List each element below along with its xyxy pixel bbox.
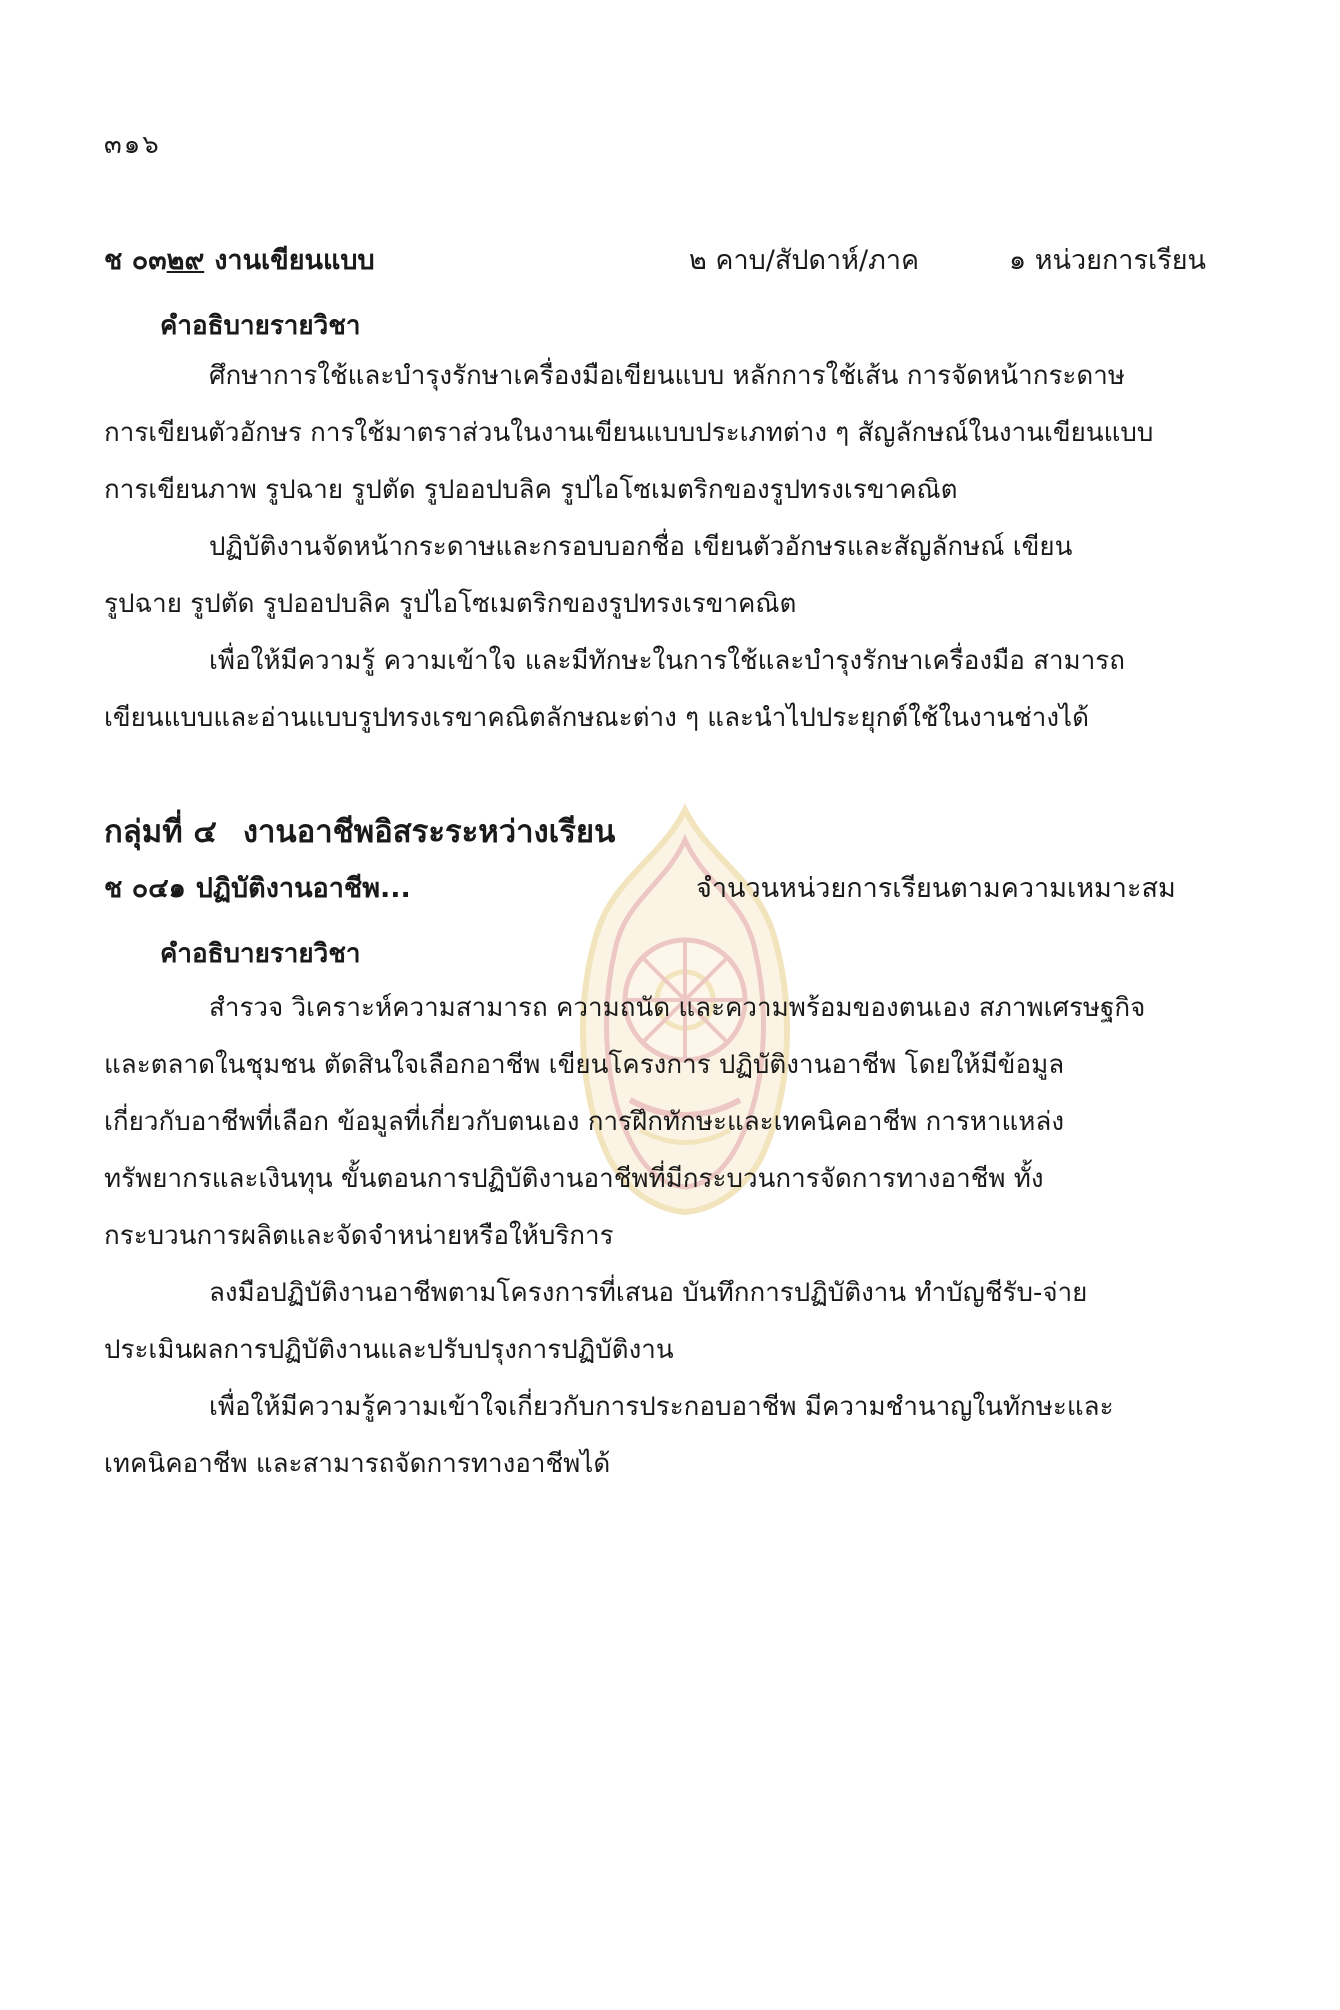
course1-paragraph-2 [104, 519, 1232, 633]
paragraph-line: กระบวนการผลิตและจัดจำหน่ายหรือให้บริการ [104, 1221, 614, 1251]
paragraph-line: และตลาดในชุมชน ตัดสินใจเลือกอาชีพ เขียนโครงการ ปฏิบัติงานอาชีพ โดยให้มีข้อมูล [104, 1050, 1065, 1080]
course1-paragraph-1 [104, 348, 1232, 519]
course-title-2: ปฏิบัติงานอาชีพ... [195, 873, 411, 904]
course-code-prefix: ช ๐๓ [104, 245, 167, 276]
paragraph-line: รูปฉาย รูปตัด รูปออปบลิค รูปไอโซเมตริกของรูปทรงเรขาคณิต [104, 589, 797, 619]
course-credits-1: ๑ หน่วยการเรียน [1009, 245, 1206, 276]
paragraph-line: เทคนิคอาชีพ และสามารถจัดการทางอาชีพได้ [104, 1449, 611, 1479]
paragraph-line: การเขียนภาพ รูปฉาย รูปตัด รูปออปบลิค รูปไอโซเมตริกของรูปทรงเรขาคณิต [104, 475, 958, 505]
group-title: งานอาชีพอิสระระหว่างเรียน [242, 814, 616, 850]
course2-paragraph-2 [104, 1265, 1232, 1379]
course-code-underlined: ๒๙ [166, 245, 205, 276]
group-label: กลุ่มที่ ๔ [104, 814, 217, 850]
paragraph-line: ศึกษาการใช้และบำรุงรักษาเครื่องมือเขียนแบบ หลักการใช้เส้น การจัดหน้ากระดาษ [209, 361, 1125, 391]
course-units-2: จำนวนหน่วยการเรียนตามความเหมาะสม [696, 873, 1176, 904]
page-number: ๓๑๖ [104, 130, 161, 160]
course-code-text: ช ๐๔๑ [104, 873, 186, 904]
paragraph-line: ทรัพยากรและเงินทุน ขั้นตอนการปฏิบัติงานอาชีพที่มีกระบวนการจัดการทางอาชีพ ทั้ง [104, 1164, 1044, 1194]
paragraph-line: เกี่ยวกับอาชีพที่เลือก ข้อมูลที่เกี่ยวกับตนเอง การฝึกทักษะและเทคนิคอาชีพ การหาแหล่ง [104, 1107, 1065, 1137]
paragraph-line: การเขียนตัวอักษร การใช้มาตราส่วนในงานเขียนแบบประเภทต่าง ๆ สัญลักษณ์ในงานเขียนแบบ [104, 418, 1154, 448]
group-heading [104, 806, 615, 856]
paragraph-line: เพื่อให้มีความรู้ความเข้าใจเกี่ยวกับการประกอบอาชีพ มีความชำนาญในทักษะและ [209, 1392, 1114, 1422]
course2-paragraph-3 [104, 1379, 1232, 1493]
course-code-1 [104, 238, 375, 281]
course-header-1 [104, 238, 1234, 282]
paragraph-line: เขียนแบบและอ่านแบบรูปทรงเรขาคณิตลักษณะต่าง ๆ และนำไปประยุกต์ใช้ในงานช่างได้ [104, 703, 1089, 733]
course-hours-1: ๒ คาบ/สัปดาห์/ภาค [689, 245, 920, 276]
course2-paragraph-1 [104, 980, 1232, 1265]
course1-paragraph-3 [104, 633, 1232, 747]
paragraph-line: เพื่อให้มีความรู้ ความเข้าใจ และมีทักษะในการใช้และบำรุงรักษาเครื่องมือ สามารถ [209, 646, 1126, 676]
paragraph-line: ปฏิบัติงานจัดหน้ากระดาษและกรอบบอกชื่อ เขียนตัวอักษรและสัญลักษณ์ เขียน [209, 532, 1073, 562]
course-code-2 [104, 866, 411, 909]
description-heading-2: คำอธิบายรายวิชา [160, 939, 361, 969]
course-header-2 [104, 866, 1234, 910]
paragraph-line: สำรวจ วิเคราะห์ความสามารถ ความถนัด และความพร้อมของตนเอง สภาพเศรษฐกิจ [209, 993, 1146, 1023]
paragraph-line: ลงมือปฏิบัติงานอาชีพตามโครงการที่เสนอ บันทึกการปฏิบัติงาน ทำบัญชีรับ-จ่าย [209, 1278, 1088, 1308]
description-heading-1: คำอธิบายรายวิชา [160, 311, 361, 341]
course-title-1: งานเขียนแบบ [214, 245, 375, 276]
paragraph-line: ประเมินผลการปฏิบัติงานและปรับปรุงการปฏิบัติงาน [104, 1335, 674, 1365]
